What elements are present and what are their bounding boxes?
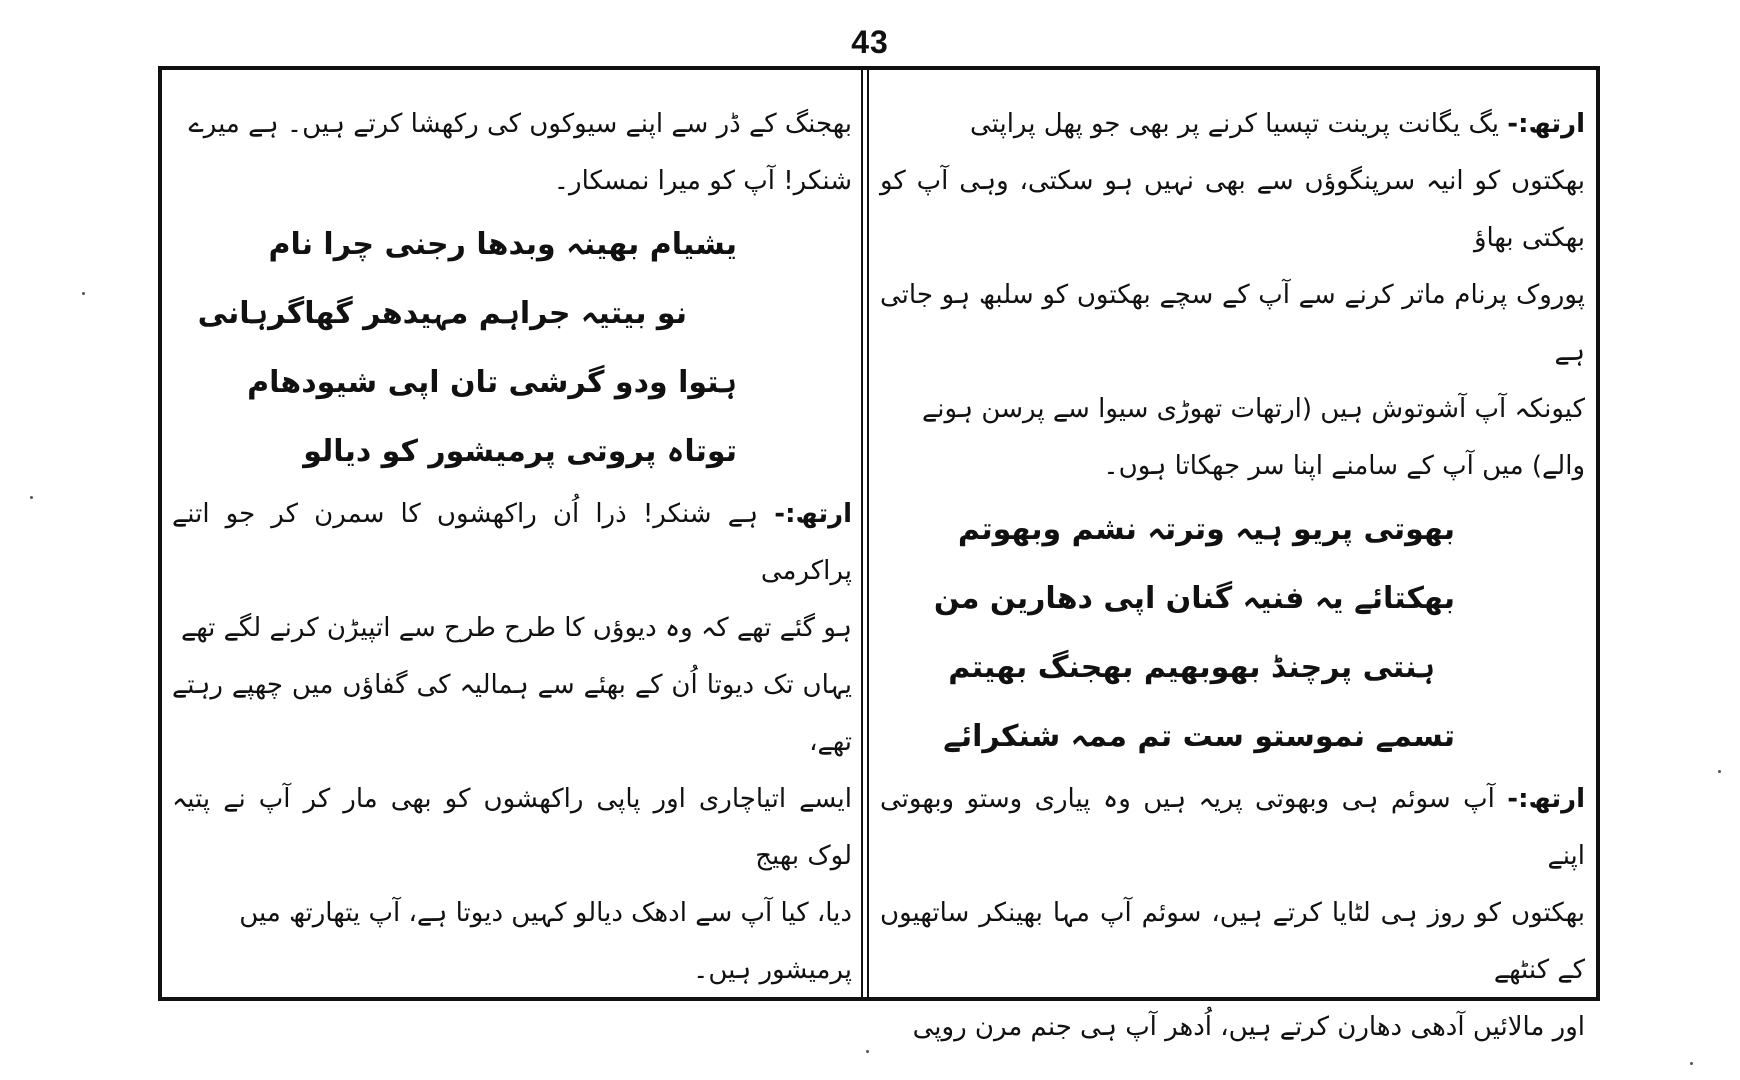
verse-line: بھکتائے یہ فنیہ گنان اپی دھارین من	[933, 581, 1455, 616]
right-paragraph-1	[880, 96, 1585, 495]
scan-speck	[1718, 770, 1721, 773]
text-line: اور مالائیں آدھی دھارن کرتے ہیں، اُدھر آپ ہی جنم مرن روپی	[912, 1012, 1585, 1042]
text-line: ارتھ:- ہے شنکر! ذرا اُن راکھشوں کا سمرن کر جو اتنے پراکرمی	[172, 499, 853, 586]
verse-line: تسمے نموستو ست تم ممہ شنکرائے	[943, 719, 1455, 754]
left-paragraph-2	[172, 486, 852, 999]
meaning-label: ارتھ:-	[774, 499, 853, 529]
text-line: والے) میں آپ کے سامنے اپنا سر جھکاتا ہوں۔	[1103, 451, 1585, 481]
text-line: کیونکہ آپ آشوتوش ہیں (ارتھات تھوڑی سیوا سے پرسن ہونے	[922, 394, 1585, 424]
column-divider-inner	[867, 66, 869, 1001]
text-line: شنکر! آپ کو میرا نمسکار۔	[553, 166, 852, 196]
text-line: ارتھ:- آپ سوئم ہی وبھوتی پریہ ہیں وہ پیاری وستو وبھوتی اپنے	[880, 784, 1586, 871]
left-paragraph-1	[172, 96, 852, 210]
verse-line: بھوتی پریو ہیہ وترتہ نشم وبھوتم	[957, 512, 1455, 547]
meaning-label: ارتھ:-	[1507, 109, 1585, 139]
meaning-label: ارتھ:-	[1507, 784, 1586, 814]
right-column	[880, 96, 1585, 1056]
verse-line: ہتوا ودو گرشی تان اپی شیودھام	[247, 365, 737, 400]
left-column	[172, 96, 852, 999]
scan-speck	[30, 496, 33, 499]
page-number: 43	[851, 24, 889, 60]
scan-speck	[82, 292, 85, 295]
text-line: بھکتوں کو انیہ سرپنگوؤں سے بھی نہیں ہو سکتی، وہی آپ کو بھکتی بھاؤ	[880, 166, 1585, 253]
verse-line: یشیام بھینہ وبدھا رجنی چرا نام	[268, 227, 737, 262]
right-verse	[880, 495, 1585, 771]
column-divider	[861, 66, 863, 1001]
text-line: دیا، کیا آپ سے ادھک دیالو کہیں دیوتا ہے، آپ یتھارتھ میں	[239, 898, 852, 928]
verse-line: توتاہ پروتی پرمیشور کو دیالو	[303, 434, 737, 469]
text-line: ہو گئے تھے کہ وہ دیوؤں کا طرح طرح سے اتپیڑن کرنے لگے تھے	[180, 613, 852, 643]
scan-speck	[1690, 1062, 1693, 1065]
text-line: بھجنگ کے ڈر سے اپنے سیوکوں کی رکھشا کرتے ہیں۔ ہے میرے	[188, 109, 852, 139]
left-verse	[172, 210, 852, 486]
text-line: ارتھ:- یگ یگانت پرینت تپسیا کرنے پر بھی جو پھل پراپتی	[969, 109, 1585, 139]
text-line: پوروک پرنام ماتر کرنے سے آپ کے سچے بھکتوں کو سلبھ ہو جاتی ہے	[880, 280, 1585, 367]
verse-line: ہنتی پرچنڈ بھوبھیم بھجنگ بھیتم	[948, 650, 1435, 685]
right-paragraph-2	[880, 771, 1585, 1056]
scan-speck	[866, 1050, 869, 1053]
text-line: یہاں تک دیوتا اُن کے بھئے سے ہمالیہ کی گفاؤں میں چھپے رہتے تھے،	[172, 670, 852, 757]
text-line: بھکتوں کو روز ہی لٹایا کرتے ہیں، سوئم آپ مہا بھینکر ساتھیوں کے کنٹھے	[880, 898, 1585, 985]
verse-line: نو بیتیہ جراہم مہیدھر گھاگرہانی	[197, 296, 687, 331]
text-line: ایسے اتیاچاری اور پاپی راکھشوں کو بھی مار کر آپ نے پتیہ لوک بھیج	[172, 784, 852, 871]
text-line: پرمیشور ہیں۔	[693, 955, 852, 985]
